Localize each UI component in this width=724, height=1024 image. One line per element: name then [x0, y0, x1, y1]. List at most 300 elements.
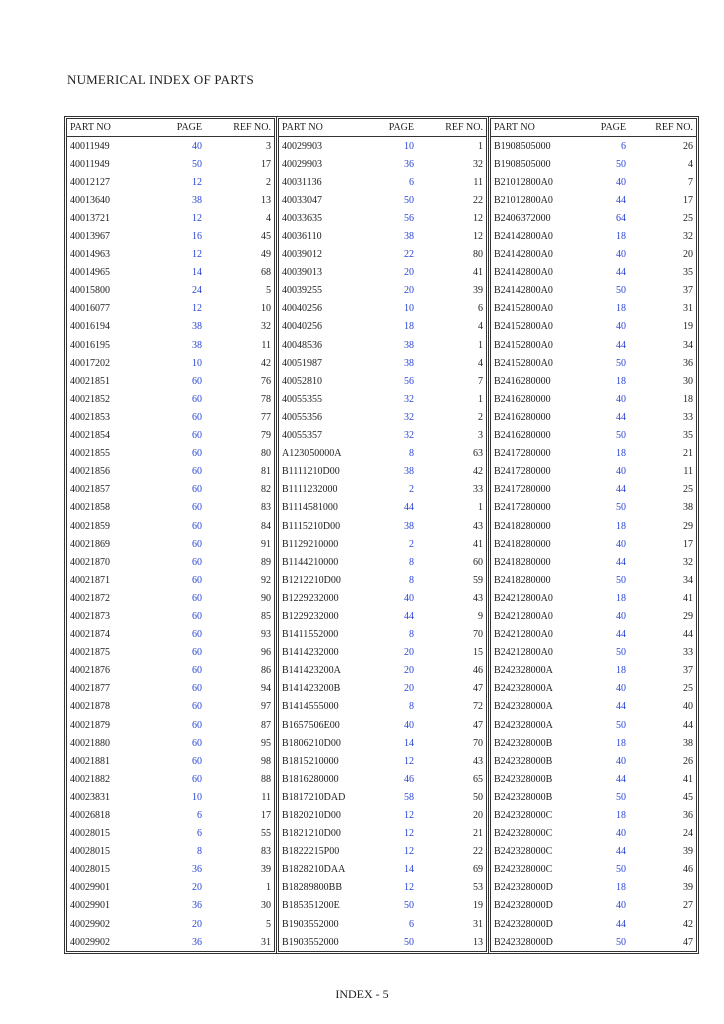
table-row: [279, 246, 486, 264]
part-number-cell: B242328000B: [494, 755, 553, 767]
page-number-cell: 40: [616, 393, 626, 405]
table-row: [491, 589, 696, 607]
table-row: [67, 680, 274, 698]
table-row: [491, 806, 696, 824]
ref-number-cell: 2: [478, 411, 483, 423]
ref-number-cell: 30: [261, 900, 271, 912]
part-number-cell: 40039013: [282, 267, 322, 279]
part-number-cell: B1806210D00: [282, 737, 341, 749]
table-row: [279, 282, 486, 300]
ref-number-cell: 44: [683, 719, 693, 731]
table-row: [67, 716, 274, 734]
part-number-cell: B2406372000: [494, 212, 551, 224]
ref-number-cell: 11: [261, 791, 271, 803]
page-number-cell: 40: [616, 683, 626, 695]
ref-number-cell: 31: [473, 918, 483, 930]
part-number-cell: 40021876: [70, 665, 110, 677]
page-number-cell: 40: [616, 610, 626, 622]
part-number-cell: B1820210D00: [282, 810, 341, 822]
table-row: [67, 644, 274, 662]
ref-number-cell: 25: [683, 484, 693, 496]
part-number-cell: B24212800A0: [494, 610, 553, 622]
table-row: [491, 463, 696, 481]
ref-number-cell: 37: [683, 285, 693, 297]
part-number-cell: B1229232000: [282, 610, 339, 622]
ref-number-cell: 34: [683, 339, 693, 351]
ref-number-cell: 50: [473, 791, 483, 803]
ref-number-cell: 37: [683, 665, 693, 677]
ref-number-cell: 89: [261, 556, 271, 568]
page-number-cell: 60: [192, 592, 202, 604]
part-number-cell: B1414232000: [282, 647, 339, 659]
page-number-cell: 8: [409, 574, 414, 586]
page-number-cell: 20: [404, 267, 414, 279]
ref-number-cell: 84: [261, 520, 271, 532]
page-number-cell: 60: [192, 556, 202, 568]
page-number-cell: 6: [197, 828, 202, 840]
page-number-cell: 22: [404, 249, 414, 261]
table-row: [491, 481, 696, 499]
ref-number-cell: 30: [683, 375, 693, 387]
table-row: [491, 499, 696, 517]
ref-number-cell: 32: [473, 158, 483, 170]
part-number-cell: B242328000A: [494, 701, 553, 713]
table-row: [279, 662, 486, 680]
page-number-cell: 60: [192, 629, 202, 641]
ref-number-cell: 11: [473, 176, 483, 188]
part-number-cell: B24212800A0: [494, 629, 553, 641]
page-number-cell: 50: [616, 719, 626, 731]
table-row: [279, 698, 486, 716]
ref-number-cell: 36: [683, 357, 693, 369]
page-number-cell: 12: [404, 846, 414, 858]
part-number-cell: 40029902: [70, 918, 110, 930]
table-row: [279, 806, 486, 824]
table-row: [491, 752, 696, 770]
part-number-cell: 40026818: [70, 810, 110, 822]
table-row: [67, 825, 274, 843]
table-row: [491, 427, 696, 445]
ref-number-cell: 9: [478, 610, 483, 622]
ref-number-cell: 32: [261, 321, 271, 333]
table-row: [279, 788, 486, 806]
ref-number-cell: 68: [261, 267, 271, 279]
header-part-no: PART NO: [67, 119, 165, 137]
ref-number-cell: 20: [473, 810, 483, 822]
page-number-cell: 40: [192, 140, 202, 152]
table-row: [279, 535, 486, 553]
ref-number-cell: 31: [261, 936, 271, 948]
header-page: PAGE: [165, 119, 205, 137]
table-row: [279, 173, 486, 191]
ref-number-cell: 39: [261, 864, 271, 876]
page-number-cell: 20: [404, 285, 414, 297]
page-number-cell: 50: [616, 502, 626, 514]
part-number-cell: 40013640: [70, 194, 110, 206]
ref-number-cell: 4: [688, 158, 693, 170]
ref-number-cell: 3: [478, 430, 483, 442]
table-row: [279, 589, 486, 607]
ref-number-cell: 78: [261, 393, 271, 405]
part-number-cell: B242328000C: [494, 810, 553, 822]
table-row: [491, 662, 696, 680]
ref-number-cell: 32: [683, 556, 693, 568]
page-number-cell: 18: [616, 448, 626, 460]
table-row: [279, 463, 486, 481]
page-number-cell: 60: [192, 448, 202, 460]
table-row: [279, 644, 486, 662]
table-row: [491, 137, 696, 156]
part-number-cell: 40021874: [70, 629, 110, 641]
ref-number-cell: 65: [473, 773, 483, 785]
ref-number-cell: 42: [473, 466, 483, 478]
part-number-cell: B18289800BB: [282, 882, 343, 894]
page-number-cell: 36: [404, 158, 414, 170]
table-row: [279, 879, 486, 897]
page-number-cell: 44: [616, 701, 626, 713]
page-number-cell: 60: [192, 466, 202, 478]
part-number-cell: B1115210D00: [282, 520, 341, 532]
table-row: [279, 571, 486, 589]
part-number-cell: B242328000C: [494, 846, 553, 858]
table-row: [279, 915, 486, 933]
part-number-cell: B21012800A0: [494, 194, 553, 206]
table-row: [491, 318, 696, 336]
part-number-cell: B1114581000: [282, 502, 338, 514]
table-row: [491, 264, 696, 282]
ref-number-cell: 40: [683, 701, 693, 713]
ref-number-cell: 4: [478, 321, 483, 333]
ref-number-cell: 93: [261, 629, 271, 641]
ref-number-cell: 47: [683, 936, 693, 948]
page-number-cell: 12: [404, 882, 414, 894]
table-row: [279, 354, 486, 372]
table-row: [491, 626, 696, 644]
part-number-cell: 40029902: [70, 936, 110, 948]
part-number-cell: B2418280000: [494, 538, 551, 550]
page-title: NUMERICAL INDEX OF PARTS: [67, 72, 254, 87]
page-number-cell: 38: [404, 357, 414, 369]
table-row: [491, 191, 696, 209]
part-number-cell: B2418280000: [494, 520, 551, 532]
part-number-cell: B2416280000: [494, 375, 551, 387]
table-row: [67, 227, 274, 245]
part-number-cell: 40021872: [70, 592, 110, 604]
page-number-cell: 60: [192, 701, 202, 713]
table-row: [491, 879, 696, 897]
table-row: [67, 300, 274, 318]
table-row: [67, 589, 274, 607]
table-row: [491, 336, 696, 354]
page-number-cell: 44: [616, 339, 626, 351]
part-number-cell: 40017202: [70, 357, 110, 369]
table-row: [491, 861, 696, 879]
part-number-cell: B242328000D: [494, 900, 553, 912]
page-number-cell: 18: [616, 520, 626, 532]
table-row: [491, 246, 696, 264]
table-row: [67, 861, 274, 879]
table-row: [67, 517, 274, 535]
table-row: [491, 825, 696, 843]
ref-number-cell: 33: [683, 411, 693, 423]
table-row: [279, 155, 486, 173]
part-number-cell: B1111232000: [282, 484, 338, 496]
page-number-cell: 50: [616, 574, 626, 586]
page-number-cell: 8: [409, 629, 414, 641]
part-number-cell: B1144210000: [282, 556, 339, 568]
part-number-cell: 40016195: [70, 339, 110, 351]
page-number-cell: 44: [616, 267, 626, 279]
page-number-cell: 44: [616, 773, 626, 785]
page-number-cell: 20: [192, 882, 202, 894]
part-number-cell: B2417280000: [494, 502, 551, 514]
page-number-cell: 46: [404, 773, 414, 785]
page-number-cell: 50: [404, 936, 414, 948]
header-page: PAGE: [589, 119, 629, 137]
ref-number-cell: 70: [473, 737, 483, 749]
table-row: [279, 137, 486, 156]
page-number-cell: 12: [404, 810, 414, 822]
ref-number-cell: 17: [683, 194, 693, 206]
ref-number-cell: 1: [478, 140, 483, 152]
ref-number-cell: 12: [473, 212, 483, 224]
part-number-cell: B1908505000: [494, 140, 551, 152]
part-number-cell: B1815210000: [282, 755, 339, 767]
part-number-cell: 40021882: [70, 773, 110, 785]
table-row: [67, 209, 274, 227]
page-number-cell: 60: [192, 755, 202, 767]
table-row: [67, 390, 274, 408]
page-number-cell: 40: [616, 900, 626, 912]
page-number-cell: 44: [616, 556, 626, 568]
ref-number-cell: 38: [683, 502, 693, 514]
table-row: [491, 644, 696, 662]
part-number-cell: B1828210DAA: [282, 864, 346, 876]
page-number-cell: 12: [192, 249, 202, 261]
part-number-cell: B1212210D00: [282, 574, 341, 586]
ref-number-cell: 91: [261, 538, 271, 550]
page-number-cell: 60: [192, 647, 202, 659]
ref-number-cell: 69: [473, 864, 483, 876]
page-number-cell: 44: [616, 846, 626, 858]
table-row: [67, 499, 274, 517]
table-row: [67, 264, 274, 282]
page-number-cell: 50: [192, 158, 202, 170]
table-row: [67, 191, 274, 209]
ref-number-cell: 33: [683, 647, 693, 659]
ref-number-cell: 85: [261, 610, 271, 622]
part-number-cell: 40033635: [282, 212, 322, 224]
ref-number-cell: 4: [478, 357, 483, 369]
part-number-cell: 40021869: [70, 538, 110, 550]
table-row: [67, 535, 274, 553]
ref-number-cell: 41: [473, 538, 483, 550]
page-number-cell: 60: [192, 430, 202, 442]
ref-number-cell: 95: [261, 737, 271, 749]
part-number-cell: B1657506E00: [282, 719, 340, 731]
part-number-cell: 40055356: [282, 411, 322, 423]
part-number-cell: 40016194: [70, 321, 110, 333]
table-row: [279, 861, 486, 879]
table-row: [67, 607, 274, 625]
table-row: [491, 173, 696, 191]
header-ref-no: REF NO.: [629, 119, 696, 137]
ref-number-cell: 21: [473, 828, 483, 840]
ref-number-cell: 4: [266, 212, 271, 224]
page-number-cell: 38: [192, 194, 202, 206]
part-number-cell: 40021852: [70, 393, 110, 405]
part-number-cell: B2416280000: [494, 430, 551, 442]
part-number-cell: B2418280000: [494, 556, 551, 568]
ref-number-cell: 25: [683, 683, 693, 695]
ref-number-cell: 92: [261, 574, 271, 586]
table-row: [67, 806, 274, 824]
page-number-cell: 32: [404, 411, 414, 423]
ref-number-cell: 87: [261, 719, 271, 731]
part-number-cell: 40021873: [70, 610, 110, 622]
part-number-cell: 40039012: [282, 249, 322, 261]
part-number-cell: 40011949: [70, 158, 110, 170]
ref-number-cell: 18: [683, 393, 693, 405]
part-number-cell: 40021854: [70, 430, 110, 442]
part-number-cell: 40021855: [70, 448, 110, 460]
ref-number-cell: 27: [683, 900, 693, 912]
table-row: [279, 517, 486, 535]
page-number-cell: 6: [197, 810, 202, 822]
table-row: [491, 354, 696, 372]
page-number-cell: 20: [192, 918, 202, 930]
page-number-cell: 10: [404, 140, 414, 152]
table-row: [491, 770, 696, 788]
page-number-cell: 20: [404, 647, 414, 659]
part-number-cell: B242328000D: [494, 882, 553, 894]
part-number-cell: B1908505000: [494, 158, 551, 170]
ref-number-cell: 11: [683, 466, 693, 478]
page-number-cell: 14: [404, 737, 414, 749]
part-number-cell: B1821210D00: [282, 828, 341, 840]
page-number-cell: 6: [621, 140, 626, 152]
ref-number-cell: 47: [473, 719, 483, 731]
ref-number-cell: 26: [683, 140, 693, 152]
table-row: [67, 354, 274, 372]
part-number-cell: 40028015: [70, 846, 110, 858]
table-row: [67, 915, 274, 933]
part-number-cell: 40028015: [70, 864, 110, 876]
part-number-cell: B1411552000: [282, 629, 339, 641]
table-row: [67, 246, 274, 264]
part-number-cell: 40048536: [282, 339, 322, 351]
part-number-cell: 40055355: [282, 393, 322, 405]
page-number-cell: 60: [192, 393, 202, 405]
part-number-cell: 40021881: [70, 755, 110, 767]
ref-number-cell: 17: [261, 158, 271, 170]
ref-number-cell: 39: [683, 846, 693, 858]
table-row: [279, 227, 486, 245]
table-row: [491, 408, 696, 426]
table-row: [491, 698, 696, 716]
page-number-cell: 40: [616, 176, 626, 188]
table-row: [67, 173, 274, 191]
ref-number-cell: 83: [261, 846, 271, 858]
part-number-cell: 40021853: [70, 411, 110, 423]
table-row: [279, 427, 486, 445]
part-number-cell: B1414555000: [282, 701, 339, 713]
ref-number-cell: 94: [261, 683, 271, 695]
page-number-cell: 18: [616, 592, 626, 604]
table-row: [491, 553, 696, 571]
table-row: [279, 300, 486, 318]
ref-number-cell: 36: [683, 810, 693, 822]
part-number-cell: B24212800A0: [494, 592, 553, 604]
page-number-cell: 60: [192, 610, 202, 622]
page-number-cell: 40: [616, 249, 626, 261]
part-number-cell: 40021880: [70, 737, 110, 749]
ref-number-cell: 90: [261, 592, 271, 604]
page-number-cell: 10: [192, 357, 202, 369]
part-number-cell: B242328000D: [494, 918, 553, 930]
table-row: [67, 481, 274, 499]
page-number-cell: 44: [616, 411, 626, 423]
table-row: [67, 553, 274, 571]
ref-number-cell: 46: [683, 864, 693, 876]
part-number-cell: B242328000B: [494, 773, 553, 785]
part-number-cell: B141423200B: [282, 683, 341, 695]
page-number-cell: 50: [616, 647, 626, 659]
table-row: [491, 607, 696, 625]
part-number-cell: 40029901: [70, 900, 110, 912]
table-row: [279, 825, 486, 843]
ref-number-cell: 29: [683, 520, 693, 532]
page-number-cell: 8: [409, 701, 414, 713]
ref-number-cell: 83: [261, 502, 271, 514]
ref-number-cell: 17: [261, 810, 271, 822]
table-row: [279, 626, 486, 644]
ref-number-cell: 13: [261, 194, 271, 206]
part-number-cell: B1822215P00: [282, 846, 340, 858]
index-column-1: [66, 118, 275, 952]
page-number-cell: 60: [192, 502, 202, 514]
page-number-cell: 40: [404, 592, 414, 604]
table-row: [491, 571, 696, 589]
ref-number-cell: 19: [683, 321, 693, 333]
table-row: [279, 481, 486, 499]
table-row: [67, 843, 274, 861]
page-number-cell: 50: [404, 194, 414, 206]
table-row: [67, 734, 274, 752]
page-number-cell: 38: [404, 231, 414, 243]
part-number-cell: 40014963: [70, 249, 110, 261]
table-row: [67, 282, 274, 300]
ref-number-cell: 1: [478, 393, 483, 405]
part-number-cell: 40023831: [70, 791, 110, 803]
ref-number-cell: 45: [683, 791, 693, 803]
table-row: [67, 463, 274, 481]
ref-number-cell: 1: [266, 882, 271, 894]
table-row: [279, 209, 486, 227]
ref-number-cell: 43: [473, 592, 483, 604]
ref-number-cell: 15: [473, 647, 483, 659]
part-number-cell: B2417280000: [494, 466, 551, 478]
ref-number-cell: 60: [473, 556, 483, 568]
ref-number-cell: 70: [473, 629, 483, 641]
page-number-cell: 18: [616, 375, 626, 387]
page-number-cell: 6: [409, 918, 414, 930]
part-number-cell: B1903552000: [282, 918, 339, 930]
ref-number-cell: 11: [261, 339, 271, 351]
page-number-cell: 2: [409, 484, 414, 496]
part-number-cell: 40033047: [282, 194, 322, 206]
ref-number-cell: 80: [473, 249, 483, 261]
